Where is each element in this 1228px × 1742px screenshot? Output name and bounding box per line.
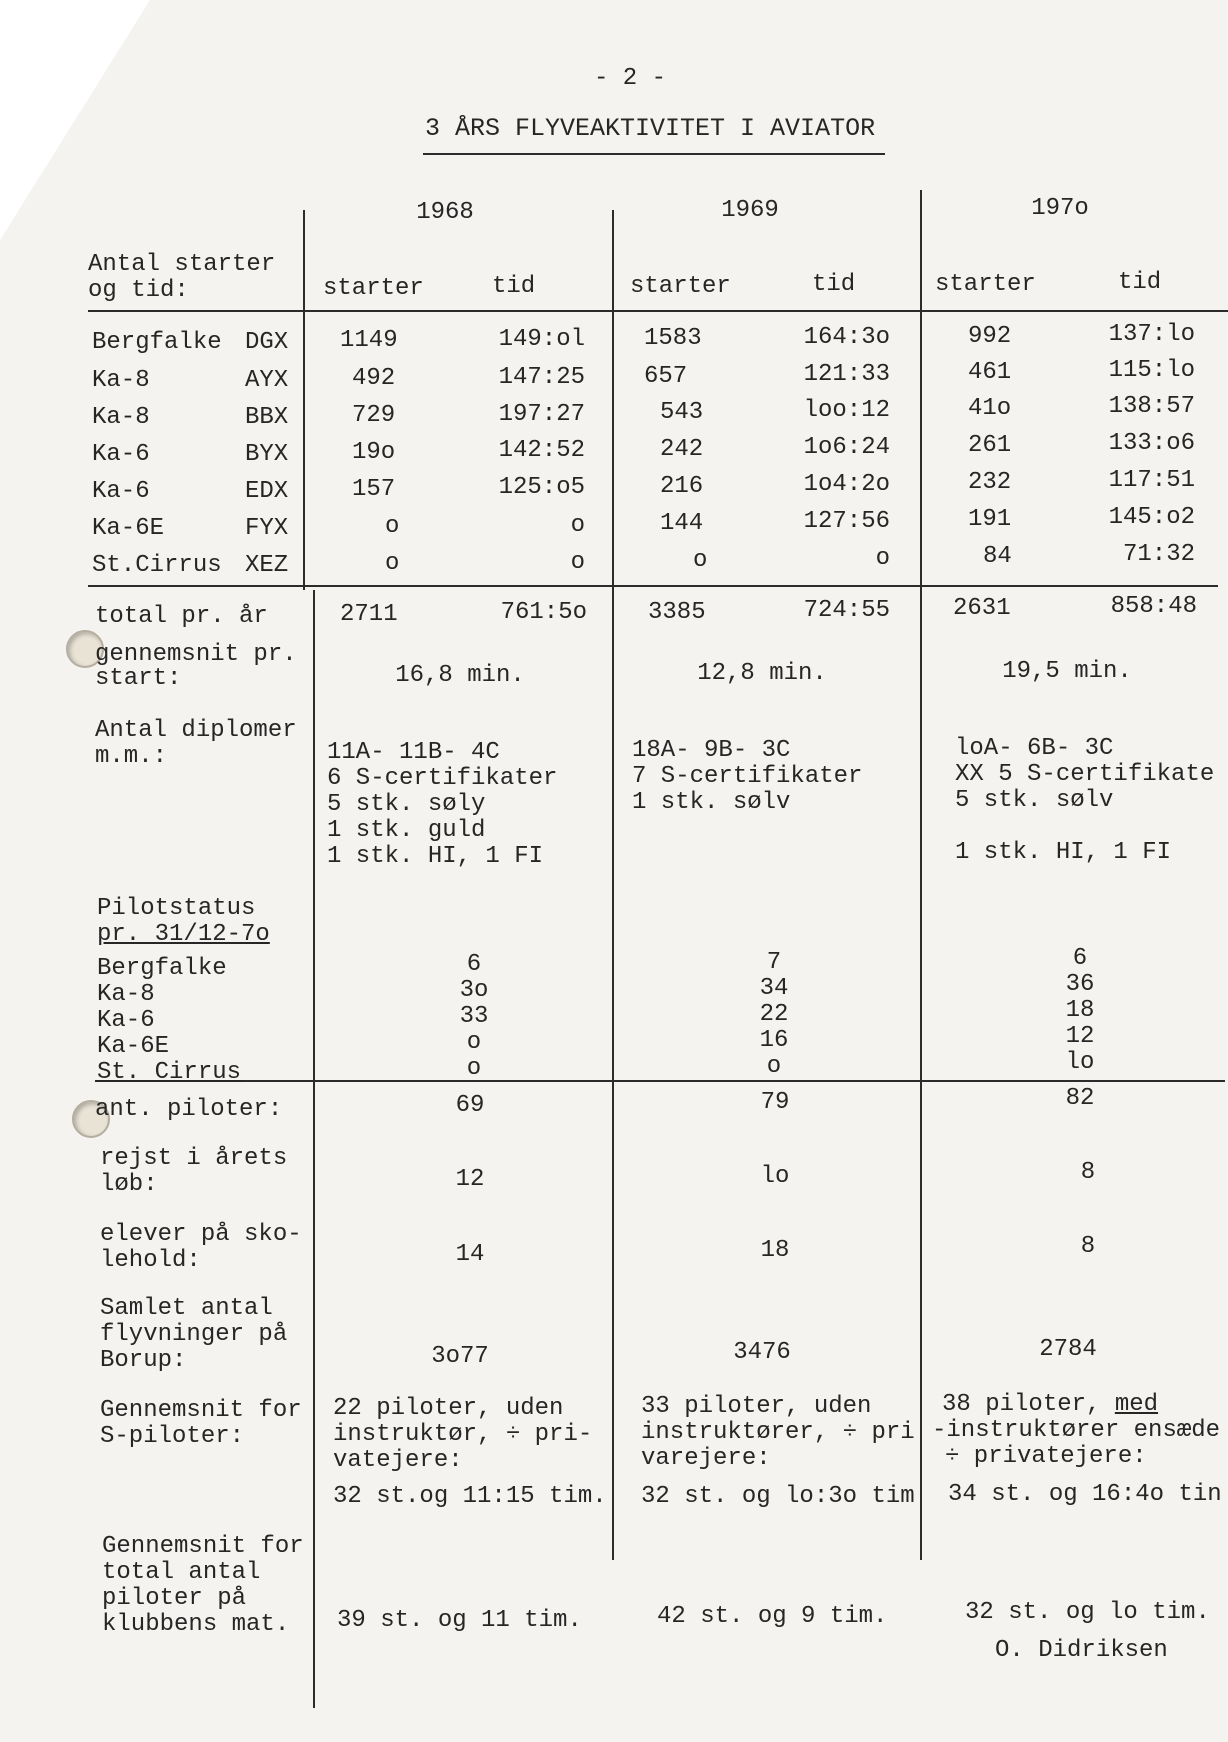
cell: 12 [1065,1023,1095,1050]
cell: 33 piloter, uden [641,1393,872,1420]
row-label: St. Cirrus [97,1059,242,1086]
cell: 32 st. og lo tim. [965,1599,1210,1626]
cell: XX 5 S-certifikate [955,761,1215,788]
cell: -instruktører ensæde [932,1417,1221,1444]
cell: 858:48 [1110,593,1197,620]
cell: instruktør, ÷ pri- [333,1421,593,1448]
cell: 6 S-certifikater [327,765,558,792]
cell: 133:o6 [1108,430,1195,457]
row-label: S-piloter: [100,1423,245,1450]
cell: vatejere: [333,1447,463,1474]
row-label: elever på sko- [100,1221,302,1248]
cell: 5 stk. sølv [955,787,1114,814]
row-label: pr. 31/12-7o [97,921,270,948]
cell: 992 [968,323,1012,350]
cell: 42 st. og 9 tim. [657,1603,888,1630]
column-divider [920,190,922,1560]
cell: o [466,1029,482,1056]
row-label: Ka-6E [97,1033,170,1060]
cell: instruktører, ÷ pri [641,1419,915,1446]
cell: 14 [455,1241,485,1268]
cell: o [693,547,708,574]
row-label: gennemsnit pr. [95,641,297,668]
cell: 164:3o [803,324,890,351]
aircraft-name: Bergfalke [92,329,222,356]
aircraft-reg: FYX [245,515,289,542]
row-label: m.m.: [95,743,168,770]
row-label: total pr. år [95,603,268,630]
cell: 1 stk. HI, 1 FI [327,843,544,870]
table-rule [88,310,1228,312]
cell: 32 st.og 11:15 tim. [333,1483,607,1510]
aircraft-name: Ka-8 [92,404,150,431]
cell: varejere: [641,1445,771,1472]
cell: 729 [352,402,396,429]
cell: 1 stk. sølv [632,789,791,816]
page-number: - 2 - [593,65,666,92]
folded-corner [0,0,150,240]
aircraft-reg: EDX [245,478,289,505]
cell: 84 [983,543,1012,570]
cell: 7 S-certifikater [632,763,863,790]
cell: 232 [968,469,1012,496]
row-label: Gennemsnit for [102,1533,304,1560]
year-1968: 1968 [416,199,474,226]
cell: 261 [968,432,1012,459]
cell: loA- 6B- 3C [955,735,1114,762]
cell: 127:56 [803,508,890,535]
cell: lo [1065,1049,1095,1076]
cell: 191 [968,506,1012,533]
cell: 12,8 min. [697,660,827,687]
signature: O. Didriksen [995,1637,1168,1664]
cell: 5 stk. søly [327,791,486,818]
year-1970: 197o [1031,195,1089,222]
aircraft-name: Ka-6E [92,515,165,542]
cell: med [1114,1391,1159,1418]
row-label: rejst i årets [100,1145,288,1172]
cell: 19o [352,439,396,466]
aircraft-name: Ka-6 [92,478,150,505]
table-rule [95,1080,1225,1082]
column-divider [313,590,315,1708]
cell: 32 st. og lo:3o tim [641,1483,915,1510]
cell: 6 [1072,945,1088,972]
col-starter: starter [935,271,1036,298]
cell: 19,5 min. [1002,658,1132,685]
cell: 79 [760,1089,790,1116]
cell: 149:ol [498,326,585,353]
cell: 2784 [1039,1336,1097,1363]
cell: 34 st. og 16:4o tin [948,1481,1222,1508]
cell: 461 [968,359,1012,386]
cell: 142:52 [498,437,585,464]
cell: 145:o2 [1108,504,1195,531]
cell: 6 [466,951,482,978]
cell: 8 [1080,1233,1096,1260]
cell: 242 [660,436,704,463]
col-tid: tid [812,271,856,298]
cell: 36 [1065,971,1095,998]
cell: 82 [1065,1085,1095,1112]
cell: 125:o5 [498,474,585,501]
row-label: Gennemsnit for [100,1397,302,1424]
row-label: løb: [100,1171,158,1198]
cell: 34 [759,975,789,1002]
cell: 22 piloter, uden [333,1395,564,1422]
cell: 3o [459,977,489,1004]
cell: 1 stk. HI, 1 FI [955,839,1172,866]
cell: 657 [644,363,688,390]
cell: 1 stk. guld [327,817,486,844]
row-label: Bergfalke [97,955,227,982]
row-label: flyvninger på [100,1321,288,1348]
col-starter: starter [630,273,731,300]
cell: 144 [660,510,704,537]
cell: 138:57 [1108,393,1195,420]
cell: 2631 [953,595,1011,622]
aircraft-reg: XEZ [245,552,289,579]
title-underline [423,153,885,155]
aircraft-name: Ka-8 [92,367,150,394]
cell: 3o77 [431,1343,489,1370]
cell: 2711 [340,601,398,628]
col-starter: starter [323,275,424,302]
cell: 492 [352,365,396,392]
cell: 71:32 [1122,541,1195,568]
col-tid: tid [1118,269,1162,296]
row-label: Ka-8 [97,981,155,1008]
header-label: og tid: [88,277,189,304]
row-label: Pilotstatus [97,895,256,922]
column-divider [303,210,305,590]
cell: o [570,512,585,539]
aircraft-reg: BBX [245,404,289,431]
table-rule [88,585,1218,587]
cell: 761:5o [500,599,587,626]
cell: 39 st. og 11 tim. [337,1607,582,1634]
row-label: klubbens mat. [102,1611,290,1638]
aircraft-name: Ka-6 [92,441,150,468]
cell: 16 [759,1027,789,1054]
cell: 8 [1080,1159,1096,1186]
aircraft-reg: AYX [245,367,289,394]
row-label: Borup: [100,1347,187,1374]
column-divider [612,210,614,1560]
cell: loo:12 [803,397,890,424]
cell: 33 [459,1003,489,1030]
cell: 38 piloter, [942,1391,1115,1418]
cell: ÷ privatejere: [945,1443,1147,1470]
aircraft-name: St.Cirrus [92,552,222,579]
aircraft-reg: BYX [245,441,289,468]
cell: 18A- 9B- 3C [632,737,791,764]
cell: 3476 [733,1339,791,1366]
row-label: piloter på [102,1585,247,1612]
cell: 121:33 [803,361,890,388]
cell: 41o [968,395,1012,422]
cell: 18 [1065,997,1095,1024]
cell: 157 [352,476,396,503]
cell: 3385 [648,599,706,626]
cell: o [570,549,585,576]
row-label: start: [95,665,182,692]
cell: 22 [759,1001,789,1028]
col-tid: tid [492,273,536,300]
row-label: Samlet antal [100,1295,273,1322]
cell: o [385,513,400,540]
cell: o [766,1053,782,1080]
cell: 117:51 [1108,467,1195,494]
cell: o [875,545,890,572]
cell: 115:lo [1108,357,1195,384]
cell: 147:25 [498,364,585,391]
row-label: lehold: [100,1247,201,1274]
cell: 12 [455,1166,485,1193]
cell: 197:27 [498,401,585,428]
cell: 724:55 [803,597,890,624]
aircraft-reg: DGX [245,329,289,356]
year-1969: 1969 [721,197,779,224]
cell: 1o4:2o [803,471,890,498]
cell: 1o6:24 [803,434,890,461]
cell: 1583 [644,325,702,352]
cell: 543 [660,399,704,426]
header-label: Antal starter [88,251,276,278]
cell: 69 [455,1092,485,1119]
row-label: total antal [102,1559,261,1586]
row-label: Antal diplomer [95,717,297,744]
cell: 7 [766,949,782,976]
cell: 16,8 min. [395,662,525,689]
row-label: ant. piloter: [95,1096,283,1123]
cell: o [466,1055,482,1082]
cell: 11A- 11B- 4C [327,739,500,766]
row-label: Ka-6 [97,1007,155,1034]
cell: o [385,550,400,577]
cell: lo [760,1163,790,1190]
cell: 137:lo [1108,321,1195,348]
cell: 216 [660,473,704,500]
page-title: 3 ÅRS FLYVEAKTIVITET I AVIATOR [425,114,876,143]
cell: 1149 [340,327,398,354]
cell: 18 [760,1237,790,1264]
